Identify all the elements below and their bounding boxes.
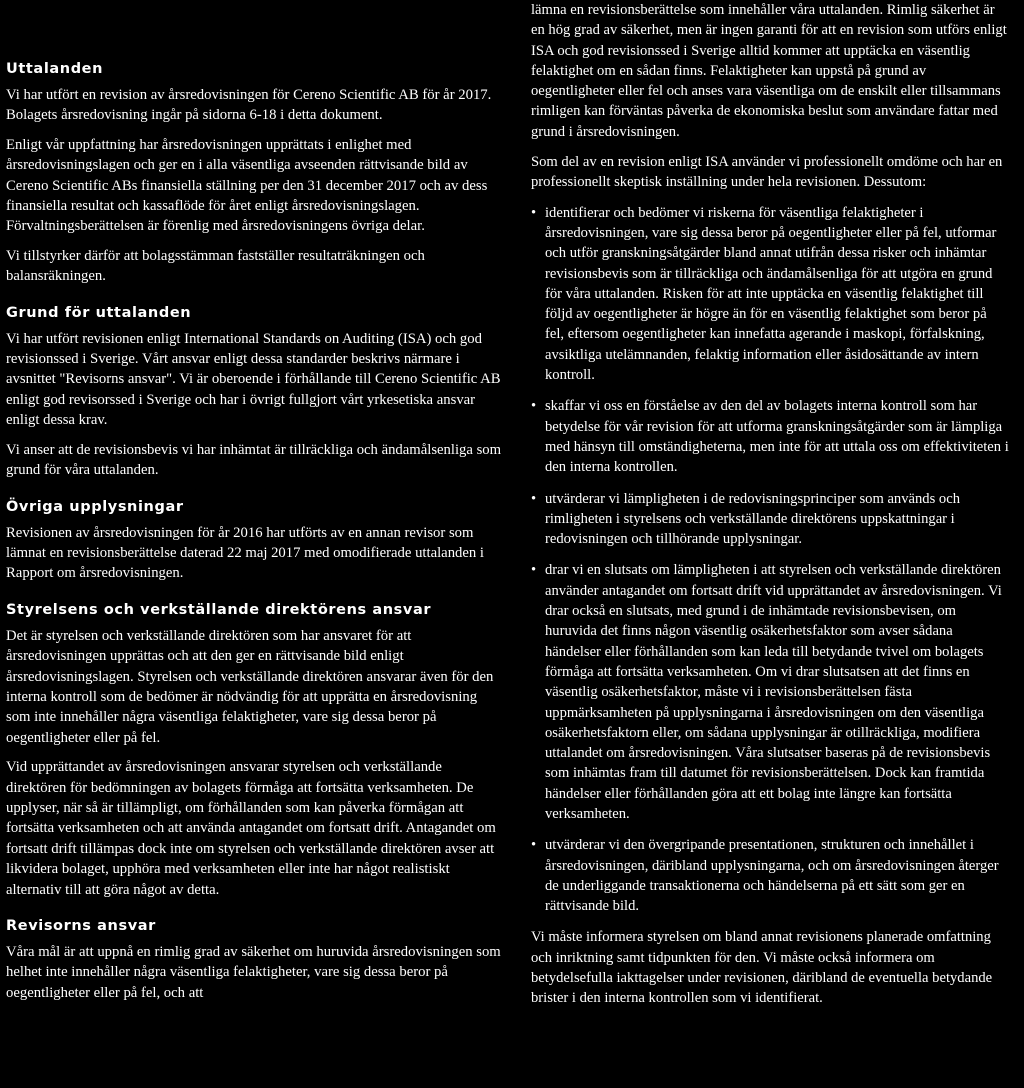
left-column	[6, 0, 502, 1088]
paragraph: Revisionen av årsredovisningen för år 2016 har utförts av en annan revisor som lämnat en revisionsberättelse daterad 22 maj 2017 med omodifierade uttalanden i Rapport om årsredovisningen.	[6, 524, 484, 582]
list-item-text: drar vi en slutsats om lämpligheten i att styrelsen och verkställande direktören använder antagandet om fortsatt drift vid upprättandet av årsredovisningen. Vi drar också en slutsats, med grund i de inhämtade revisionsbevisen, om huruvida det finns någon väsentlig osäkerhetsfaktor som avser sådana händelser eller förhållanden som kan leda till betydande tvivel om bolagets förmåga att fortsätta verksamheten. Om vi drar slutsatsen att det finns en väsentlig osäkerhetsfaktor, måste vi i revisionsberättelsen fästa uppmärksamheten på upplysningarna i årsredovisningen om den väsentliga osäkerhetsfaktorn eller, om sådana upplysningar är otillräckliga, modifiera uttalandet om årsredovisningen. Våra slutsatser baseras på de revisionsbevis som inhämtas fram till datumet för revisionsberättelsen. Dock kan framtida händelser eller förhållanden göra att ett bolag inte längre kan fortsätta verksamheten.	[545, 562, 1002, 822]
paragraph: Vi har utfört revisionen enligt International Standards on Auditing (ISA) och god revisionssed i Sverige. Vårt ansvar enligt dessa standarder beskrivs närmare i avsnittet "Revisorns ansvar". Vi är oberoende i förhållande till Cereno Scientific AB enligt god revisorssed i Sverige och har i övrigt fullgjort vårt yrkesetiska ansvar enligt dessa krav.	[6, 330, 501, 429]
heading-uttalanden: Uttalanden	[6, 61, 104, 77]
list-item-text: utvärderar vi lämpligheten i de redovisningsprinciper som används och rimligheten i styrelsens och verkställande direktörens uppskattningar i redovisningen och tillhörande upplysningar.	[545, 490, 960, 548]
section-ovriga	[6, 496, 502, 584]
paragraph: Vi måste informera styrelsen om bland annat revisionens planerade omfattning och inriktning samt tidpunkten för den. Vi måste också informera om betydelsefulla iakttagelser under revisionen, däribland de eventuella betydande brister i den interna kontrollen som vi identifierat.	[531, 929, 993, 1007]
section-styrelsens	[6, 599, 502, 900]
paragraph: Vi anser att de revisionsbevis vi har inhämtat är tillräckliga och ändamålsenliga som grund för våra uttalanden.	[6, 441, 502, 479]
heading-grund: Grund för uttalanden	[6, 304, 192, 321]
list-item-text: identifierar och bedömer vi riskerna för väsentliga felaktigheter i årsredovisningen, vare sig dessa beror på oegentligheter eller på fel, utformar och utför granskningsåtgärder bland annat utifrån dessa risker och inhämtar revisionsbevis som är tillräckliga och ändamålsenliga för att utgöra en grund för våra uttalanden. Risken för att inte upptäcka en väsentlig felaktighet till följd av oegentligheter är högre än för en väsentlig felaktighet som beror på fel, eftersom oegentligheter kan innefatta agerande i maskopi, förfalskning, avsiktliga utelämnanden, felaktig information eller åsidosättande av intern kontroll.	[545, 204, 997, 384]
paragraph: Vid upprättandet av årsredovisningen ansvarar styrelsen och verkställande direktören för bedömningen av bolagets förmåga att fortsätta verksamheten. De upplyser, när så är tillämpligt, om förhållanden som kan påverka förmågan att fortsätta verksamheten och att använda antagandet om fortsatt drift. Antagandet om fortsatt drift tillämpas dock inte om styrelsen och verkställande direktören avser att likvidera bolaget, upphöra med verksamheten eller inte har något realistiskt alternativ till att göra något av detta.	[6, 759, 496, 898]
bullet-icon: •	[531, 837, 537, 854]
list-item	[531, 560, 1009, 824]
list-item	[531, 203, 1009, 386]
heading-revisorns: Revisorns ansvar	[6, 918, 156, 934]
bullet-icon: •	[531, 398, 537, 415]
list-item-text: utvärderar vi den övergripande presentationen, strukturen och innehållet i årsredovisningen, däribland upplysningarna, och om årsredovisningen återger de underliggande transaktionerna och händelserna på ett sätt som ger en rättvisande bild.	[545, 837, 999, 915]
list-item	[531, 489, 1009, 550]
heading-ovriga: Övriga upplysningar	[6, 498, 184, 515]
section-revisorns	[6, 915, 502, 1003]
section-uttalanden	[6, 58, 502, 287]
paragraph: Våra mål är att uppnå en rimlig grad av säkerhet om huruvida årsredovisningen som helhet inte innehåller några väsentliga felaktigheter, vare sig dessa beror på oegentligheter eller på fel, och att	[6, 944, 501, 1001]
section-grund	[6, 302, 502, 481]
list-item	[531, 835, 1009, 916]
list-item-text: skaffar vi oss en förståelse av den del av bolagets interna kontroll som har betydelse för vår revision för att utforma granskningsåtgärder som är lämpliga med hänsyn till omständigheterna, men inte för att uttala oss om effektiviteten i den interna kontrollen.	[545, 398, 1009, 476]
paragraph: Enligt vår uppfattning har årsredovisningen upprättats i enlighet med årsredovisningslagen och ger en i alla väsentliga avseenden rättvisande bild av Cereno Scientific ABs finansiella ställning per den 31 december 2017 och av dess finansiella resultat och kassaflöde för året enligt årsredovisningslagen. Förvaltningsberättelsen är förenlig med årsredovisningens övriga delar.	[6, 136, 488, 235]
paragraph: Vi tillstyrker därför att bolagsstämman fastställer resultaträkningen och balansräkningen.	[6, 247, 425, 285]
bullet-list	[531, 203, 1009, 917]
paragraph: Det är styrelsen och verkställande direktören som har ansvaret för att årsredovisningen upprättas och att den ger en rättvisande bild enligt årsredovisningslagen. Styrelsen och verkställande direktören ansvarar även för den interna kontroll som de bedömer är nödvändig för att upprätta en årsredovisning som inte innehåller några väsentliga felaktigheter, vare sig dessa beror på oegentligheter eller på fel.	[6, 627, 494, 746]
bullet-icon: •	[531, 204, 537, 221]
paragraph: lämna en revisionsberättelse som innehåller våra uttalanden. Rimlig säkerhet är en hög grad av säkerhet, men är ingen garanti för att en revision som utförs enligt ISA och god revisionssed i Sverige alltid kommer att upptäcka en väsentlig felaktighet om en sådan finns. Felaktigheter kan uppstå på grund av oegentligheter eller fel och anses vara väsentliga om de enskilt eller tillsammans rimligen kan förväntas påverka de ekonomiska beslut som användare fattar med grund i årsredovisningen.	[531, 2, 1007, 140]
list-item	[531, 396, 1009, 477]
paragraph: Som del av en revision enligt ISA använder vi professionellt omdöme och har en professionellt skeptisk inställning under hela revisionen. Dessutom:	[531, 154, 1003, 191]
bullet-icon: •	[531, 490, 537, 507]
heading-styrelsens: Styrelsens och verkställande direktörens ansvar	[6, 601, 432, 618]
right-column	[531, 0, 1009, 1088]
bullet-icon: •	[531, 562, 537, 579]
paragraph: Vi har utfört en revision av årsredovisningen för Cereno Scientific AB för år 2017. Bolagets årsredovisning ingår på sidorna 6-18 i detta dokument.	[6, 87, 492, 124]
